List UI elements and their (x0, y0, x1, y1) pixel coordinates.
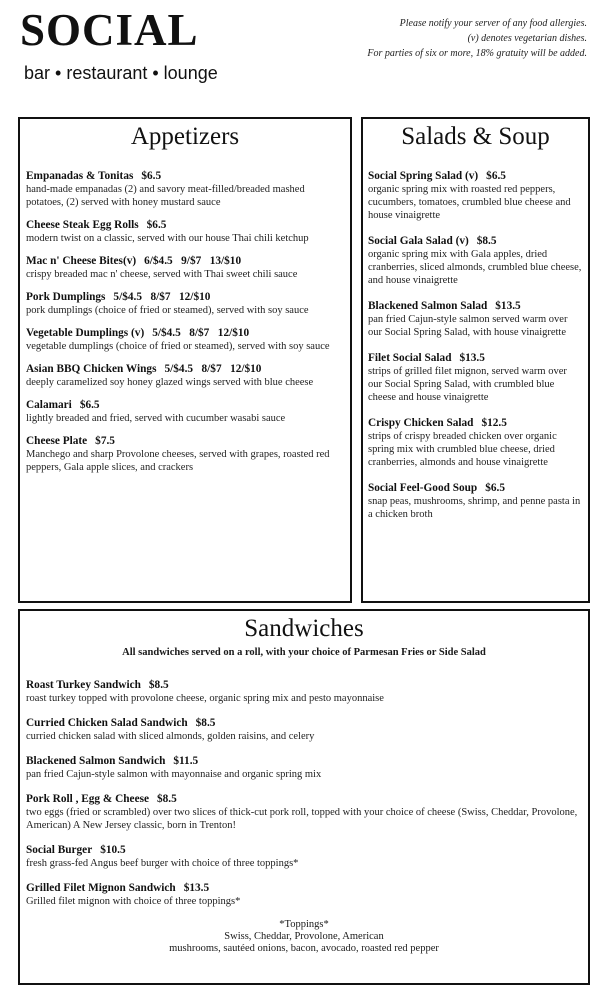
salads-section (361, 117, 590, 603)
menu-item-price: $12.5 (481, 417, 507, 429)
menu-item-description: Manchego and sharp Provolone cheeses, served with grapes, roasted red peppers, Gala apple slices, and crackers (26, 449, 330, 473)
menu-item-header (26, 754, 582, 768)
gratuity-note: For parties of six or more, 18% gratuity will be added. (367, 48, 587, 59)
menu-item-price: 5/$4.5 8/$7 12/$10 (164, 363, 262, 375)
menu-item-price: $13.5 (183, 882, 210, 894)
menu-item-name: Roast Turkey Sandwich (26, 679, 141, 691)
menu-item-price: $8.5 (476, 235, 497, 247)
menu-item-description: snap peas, mushrooms, shrimp, and penne pasta in a chicken broth (368, 496, 581, 520)
menu-item-price: $13.5 (495, 300, 521, 312)
menu-item-header (26, 398, 344, 412)
menu-item-header (26, 881, 582, 895)
menu-item (26, 678, 582, 705)
menu-item-name: Grilled Filet Mignon Sandwich (26, 882, 176, 894)
menu-item-header (368, 351, 583, 365)
menu-item (26, 754, 582, 781)
menu-item (26, 290, 344, 317)
allergy-note: Please notify your server of any food allergies. (399, 18, 587, 29)
menu-item-description: deeply caramelized soy honey glazed wings served with blue cheese (26, 377, 314, 388)
menu-item-header (26, 792, 582, 806)
menu-item-price: $6.5 (486, 170, 506, 182)
salads-list (368, 169, 583, 521)
menu-item-name: Social Spring Salad (v) (368, 170, 479, 182)
menu-item-name: Filet Social Salad (368, 352, 452, 364)
menu-item-name: Social Feel-Good Soup (368, 482, 478, 494)
menu-item-header (368, 481, 583, 495)
menu-item-price: $8.5 (195, 717, 216, 729)
menu-item-header (26, 169, 344, 183)
menu-item-description: strips of crispy breaded chicken over organic spring mix with crumbled blue cheese, dried cranberries, almonds and house vinaigrette (368, 431, 557, 468)
menu-item-header (26, 254, 344, 268)
menu-item-description: organic spring mix with Gala apples, dried cranberries, sliced almonds, crumbled blue cheese, and house vinaigrette (368, 249, 582, 286)
menu-item (26, 881, 582, 908)
menu-item (368, 299, 583, 339)
menu-item-header (368, 234, 583, 248)
menu-item-price: 5/$4.5 8/$7 12/$10 (113, 291, 211, 303)
menu-item-header (368, 299, 583, 313)
menu-item-name: Social Gala Salad (v) (368, 235, 469, 247)
menu-item-name: Curried Chicken Salad Sandwich (26, 717, 188, 729)
menu-item-description: crispy breaded mac n' cheese, served with Thai sweet chili sauce (26, 269, 298, 280)
toppings-title: *Toppings* (279, 919, 329, 930)
menu-item (368, 351, 583, 404)
menu-item-header (26, 326, 344, 340)
restaurant-logo: SOCIAL (20, 5, 199, 55)
appetizers-title: Appetizers (130, 123, 240, 150)
menu-item-header (26, 290, 344, 304)
menu-item-name: Blackened Salmon Sandwich (26, 755, 166, 767)
menu-item-description: strips of grilled filet mignon, served warm over our Social Spring Salad, with crumbled blue cheese and house vinaigrette (368, 366, 567, 403)
menu-item (26, 218, 344, 245)
menu-item-name: Cheese Plate (26, 435, 88, 447)
menu-item-price: $6.5 (485, 482, 505, 494)
menu-item-name: Pork Roll , Egg & Cheese (26, 793, 149, 805)
menu-item-price: 5/$4.5 8/$7 12/$10 (152, 327, 250, 339)
appetizers-section (18, 117, 352, 603)
menu-item (26, 716, 582, 743)
menu-item-name: Blackened Salmon Salad (368, 300, 488, 312)
menu-item-price: 6/$4.5 9/$7 13/$10 (144, 255, 242, 267)
menu-item-description: two eggs (fried or scrambled) over two slices of thick-cut pork roll, topped with your choice of cheese (Swiss, Cheddar, Provolone, American) A New Jersey classic, born in Trenton! (26, 807, 578, 831)
menu-item-description: organic spring mix with roasted red peppers, cucumbers, tomatoes, crumbled blue cheese and house vinaigrette (368, 184, 571, 221)
menu-item-description: vegetable dumplings (choice of fried or steamed), served with soy sauce (26, 341, 330, 352)
menu-item-price: $6.5 (141, 170, 162, 182)
menu-item-description: modern twist on a classic, served with our house Thai chili ketchup (26, 233, 309, 244)
menu-item-price: $11.5 (173, 755, 199, 767)
menu-item-price: $8.5 (157, 793, 177, 805)
menu-item-name: Pork Dumplings (26, 291, 106, 303)
menu-item-name: Calamari (26, 399, 72, 411)
menu-item-description: pan fried Cajun-style salmon with mayonnaise and organic spring mix (26, 769, 322, 780)
menu-item-description: pork dumplings (choice of fried or steamed), served with soy sauce (26, 305, 309, 316)
menu-item-header (26, 434, 344, 448)
menu-notes (287, 16, 587, 61)
menu-item (368, 481, 583, 521)
toppings-extras: mushrooms, sautéed onions, bacon, avocado, roasted red pepper (169, 943, 439, 954)
menu-item-header (368, 416, 583, 430)
sandwiches-list (26, 678, 582, 908)
toppings-note (26, 919, 582, 955)
menu-item-price: $6.5 (79, 399, 100, 411)
menu-item-description: Grilled filet mignon with choice of three toppings* (26, 896, 241, 907)
menu-item (26, 434, 344, 474)
appetizers-list (26, 169, 344, 474)
salads-title: Salads & Soup (401, 123, 550, 150)
menu-item (26, 169, 344, 209)
menu-item-name: Social Burger (26, 844, 93, 856)
menu-item (26, 362, 344, 389)
menu-item-name: Cheese Steak Egg Rolls (26, 219, 139, 231)
menu-item-name: Empanadas & Tonitas (26, 170, 134, 182)
menu-item-header (26, 716, 582, 730)
menu-item (368, 234, 583, 287)
menu-item (368, 416, 583, 469)
menu-item (368, 169, 583, 222)
menu-item-header (26, 843, 582, 857)
menu-item (26, 843, 582, 870)
menu-item-price: $6.5 (146, 219, 167, 231)
menu-item (26, 254, 344, 281)
sandwiches-title: Sandwiches (244, 615, 364, 642)
menu-item-name: Asian BBQ Chicken Wings (26, 363, 157, 375)
menu-item-header (26, 218, 344, 232)
menu-item-price: $10.5 (100, 844, 126, 856)
toppings-cheeses: Swiss, Cheddar, Provolone, American (224, 931, 384, 942)
menu-item-header (26, 678, 582, 692)
menu-item (26, 792, 582, 832)
sandwiches-subhead: All sandwiches served on a roll, with your choice of Parmesan Fries or Side Salad (122, 647, 486, 658)
menu-item-header (26, 362, 344, 376)
menu-item-price: $7.5 (95, 435, 115, 447)
tagline: bar • restaurant • lounge (24, 63, 218, 83)
menu-item-description: curried chicken salad with sliced almonds, golden raisins, and celery (26, 731, 315, 742)
vegetarian-note: (v) denotes vegetarian dishes. (467, 33, 587, 44)
menu-item-description: pan fried Cajun-style salmon served warm over our Social Spring Salad, with house vinaigrette (368, 314, 568, 338)
menu-item-name: Crispy Chicken Salad (368, 417, 474, 429)
menu-item (26, 398, 344, 425)
sandwiches-section (18, 609, 590, 985)
menu-item (26, 326, 344, 353)
menu-item-price: $13.5 (459, 352, 485, 364)
menu-item-name: Vegetable Dumplings (v) (26, 327, 145, 339)
menu-item-price: $8.5 (148, 679, 169, 691)
menu-item-header (368, 169, 583, 183)
menu-item-name: Mac n' Cheese Bites(v) (26, 255, 137, 267)
menu-item-description: fresh grass-fed Angus beef burger with choice of three toppings* (26, 858, 299, 869)
menu-item-description: roast turkey topped with provolone cheese, organic spring mix and pesto mayonnaise (26, 693, 384, 704)
menu-item-description: hand-made empanadas (2) and savory meat-filled/breaded mashed potatoes, (2) served with honey mustard sauce (26, 184, 305, 208)
menu-item-description: lightly breaded and fried, served with cucumber wasabi sauce (26, 413, 286, 424)
